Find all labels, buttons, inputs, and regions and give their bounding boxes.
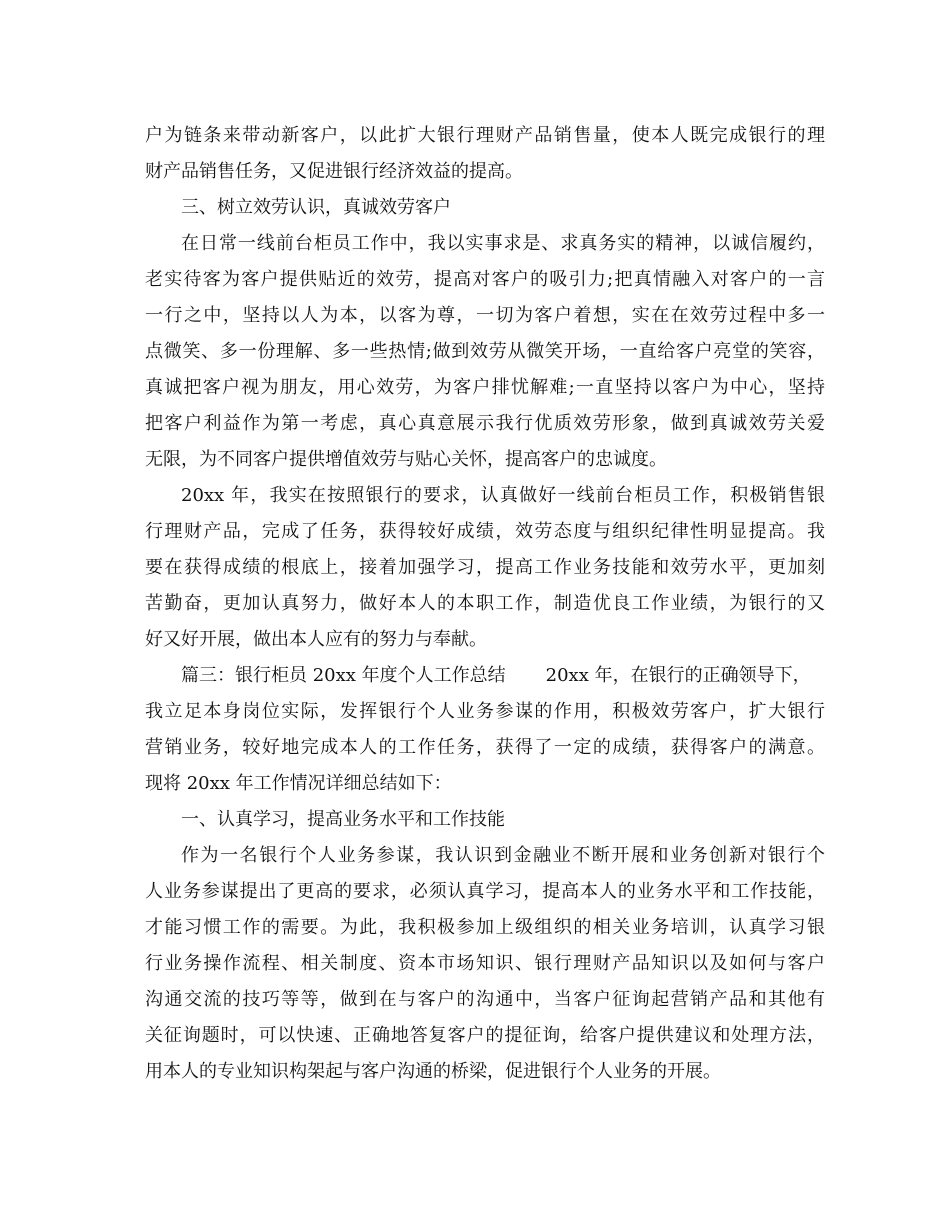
document-body — [145, 118, 825, 1090]
text-line: 一行之中，坚持以人为本，以客为尊，一切为客户着想，实在在效劳过程中多一 — [145, 305, 825, 326]
text-line: 现将 20xx 年工作情况详细总结如下： — [145, 773, 452, 794]
section-heading: 一、认真学习，提高业务水平和工作技能 — [181, 809, 505, 830]
text-line: 真诚把客户视为朋友，用心效劳，为客户排忧解难;一直坚持以客户为中心，坚持 — [145, 377, 825, 398]
text-line: 人业务参谋提出了更高的要求，必须认真学习，提高本人的业务水平和工作技能， — [145, 881, 825, 902]
text-line: 点微笑、多一份理解、多一些热情;做到效劳从微笑开场，一直给客户亮堂的笑容， — [145, 341, 825, 362]
text-line: 苦勤奋，更加认真努力，做好本人的本职工作，制造优良工作业绩，为银行的又 — [145, 593, 825, 614]
text-line: 作为一名银行个人业务参谋，我认识到金融业不断开展和业务创新对银行个 — [181, 845, 825, 866]
section-heading: 三、树立效劳认识，真诚效劳客户 — [181, 197, 451, 218]
text-line: 20xx 年，我实在按照银行的要求，认真做好一线前台柜员工作，积极销售银 — [181, 485, 825, 506]
text-line: 好又好开展，做出本人应有的努力与奉献。 — [145, 629, 487, 650]
text-line: 把客户利益作为第一考虑，真心真意展示我行优质效劳形象，做到真诚效劳关爱 — [145, 413, 825, 434]
text-line: 财产品销售任务，又促进银行经济效益的提高。 — [145, 161, 523, 182]
chapter-intro: 20xx 年，在银行的正确领导下， — [545, 665, 811, 686]
text-line: 我立足本身岗位实际，发挥银行个人业务参谋的作用，积极效劳客户，扩大银行 — [145, 701, 825, 722]
text-line: 用本人的专业知识构架起与客户沟通的桥梁，促进银行个人业务的开展。 — [145, 1061, 721, 1082]
text-line: 行理财产品，完成了任务，获得较好成绩，效劳态度与组织纪律性明显提高。我 — [145, 521, 825, 542]
text-line: 要在获得成绩的根底上，接着加强学习，提高工作业务技能和效劳水平，更加刻 — [145, 557, 825, 578]
text-line: 营销业务，较好地完成本人的工作任务，获得了一定的成绩，获得客户的满意。 — [145, 737, 825, 758]
text-line: 户为链条来带动新客户，以此扩大银行理财产品销售量，使本人既完成银行的理 — [145, 125, 825, 146]
text-line: 行业务操作流程、相关制度、资本市场知识、银行理财产品知识以及如何与客户 — [145, 953, 825, 974]
text-line: 无限，为不同客户提供增值效劳与贴心关怀，提高客户的忠诚度。 — [145, 449, 667, 470]
text-line: 才能习惯工作的需要。为此，我积极参加上级组织的相关业务培训，认真学习银 — [145, 917, 825, 938]
text-line — [145, 658, 825, 694]
text-line: 在日常一线前台柜员工作中，我以实事求是、求真务实的精神，以诚信履约， — [181, 233, 825, 254]
text-line: 老实待客为客户提供贴近的效劳，提高对客户的吸引力;把真情融入对客户的一言 — [145, 269, 825, 290]
text-line: 关征询题时，可以快速、正确地答复客户的提征询，给客户提供建议和处理方法， — [145, 1025, 825, 1046]
chapter-title: 篇三：银行柜员 20xx 年度个人工作总结 — [181, 665, 506, 686]
text-line: 沟通交流的技巧等等，做到在与客户的沟通中，当客户征询起营销产品和其他有 — [145, 989, 825, 1010]
